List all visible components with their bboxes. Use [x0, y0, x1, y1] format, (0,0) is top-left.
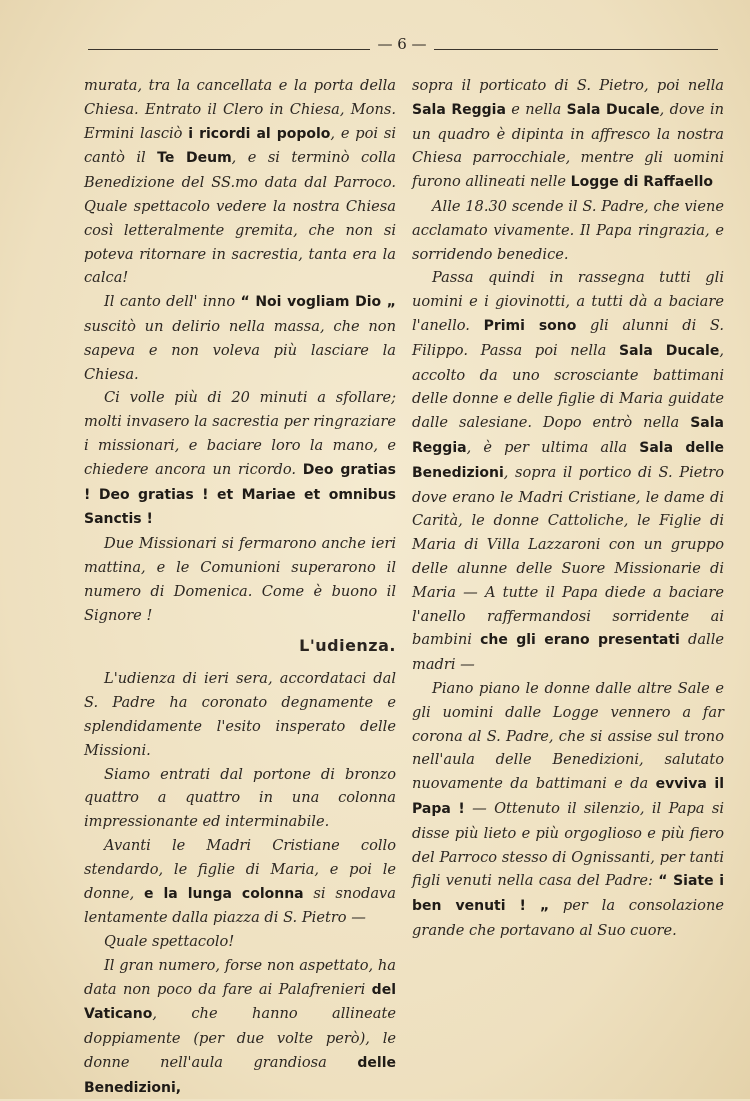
paragraph: Due Missionari si fermarono anche ieri mattina, e le Comunioni superarono il numero di Domenica. Come è buono il Signore ! [84, 535, 396, 624]
page-number: — 6 — [377, 35, 427, 53]
section-heading: L'udienza. [299, 636, 396, 656]
page-header [88, 33, 718, 55]
paragraph: Alle 18.30 scende il S. Padre, che viene acclamato vivamente. Il Papa ringrazia, e sorridendo benedice. [412, 197, 724, 263]
paragraph: L'udienza di ieri sera, accordataci dal S. Padre ha coronato degnamente e splendidamente l'esito insperato delle Missioni. [84, 670, 396, 759]
paragraph: Ci volle più di 20 minuti a sfollare; molti invasero la sacrestia per ringraziare i missionari, e baciare loro la mano, e chiedere ancora un ricordo. Deo gratias ! Deo gratias ! et Mariae et omnibus Sanctis ! [84, 389, 396, 528]
header-rule-right [434, 49, 718, 50]
paragraph: murata, tra la cancellata e la porta della Chiesa. Entrato il Clero in Chiesa, Mons. Ermini lasciò i ricordi al popolo, e poi si cantò il Te Deum, e si terminò colla Benedizione del SS.mo data dal Parroco. Quale spettacolo vedere la nostra Chiesa così letteralmente gremita, che non si poteva ritornare in sacrestia, tanta era la calca! [84, 77, 397, 287]
header-rule-left [88, 49, 370, 50]
paragraph: Piano piano le donne dalle altre Sale e gli uomini dalle Logge vennero a far corona al S. Padre, che si assise sul trono nell'aula delle Benedizioni, salutato nuovamente da battimani e da evviva il Papa ! — Ottenuto il silenzio, il Papa si disse più lieto e più orgoglioso e più fiero del Parroco stesso di Ognissanti, per tanti figli venuti nella casa del Padre: “ Siate i ben venuti ! „ per la consolazione grande che portavano al Suo cuore. [412, 679, 725, 939]
paragraph: Il canto dell' inno “ Noi vogliam Dio „ suscitò un delirio nella massa, che non sapeva e non voleva più lasciare la Chiesa. [84, 293, 396, 383]
left-column [84, 74, 396, 1101]
paragraph: Siamo entrati dal portone di bronzo quattro a quattro in una colonna impressionante ed interminabile. [84, 765, 396, 831]
paragraph: Passa quindi in rassegna tutti gli uomini e i giovinotti, a tutti dà a baciare l'anello. Primi sono gli alunni di S. Filippo. Passa poi nella Sala Ducale, accolto da uno scrosciante battimani delle donne e delle figlie di Maria guidate dalle salesiane. Dopo entrò nella Sala Reggia, è per ultima alla Sala delle Benedizioni, sopra il portico di S. Pietro dove erano le Madri Cristiane, le dame di Carità, le donne Cattoliche, le Figlie di Maria di Villa Lazzaroni con un gruppo delle alunne delle Suore Missionarie di Maria — A tutte il Papa diede a baciare l'anello raffermandosi sorridente ai bambini che gli erano presentati dalle madri — [412, 269, 725, 674]
paragraph: sopra il porticato di S. Pietro, poi nella Sala Reggia e nella Sala Ducale, dove in un quadro è dipinta in affresco la nostra Chiesa parrocchiale, mentre gli uomini furono allineati nelle Logge di Raffaello [412, 77, 725, 191]
paragraph: Quale spettacolo! [104, 933, 235, 951]
right-column [412, 74, 724, 943]
paragraph: Avanti le Madri Cristiane collo stendardo, le figlie di Maria, e poi le donne, e la lunga colonna si snodava lentamente dalla piazza di S. Pietro — [84, 836, 396, 927]
paragraph: Il gran numero, forse non aspettato, ha data non poco da fare ai Palafrenieri del Vaticano, che hanno allineate doppiamente (per due volte però), le donne nell'aula grandiosa delle Benedizioni, [84, 956, 396, 1096]
